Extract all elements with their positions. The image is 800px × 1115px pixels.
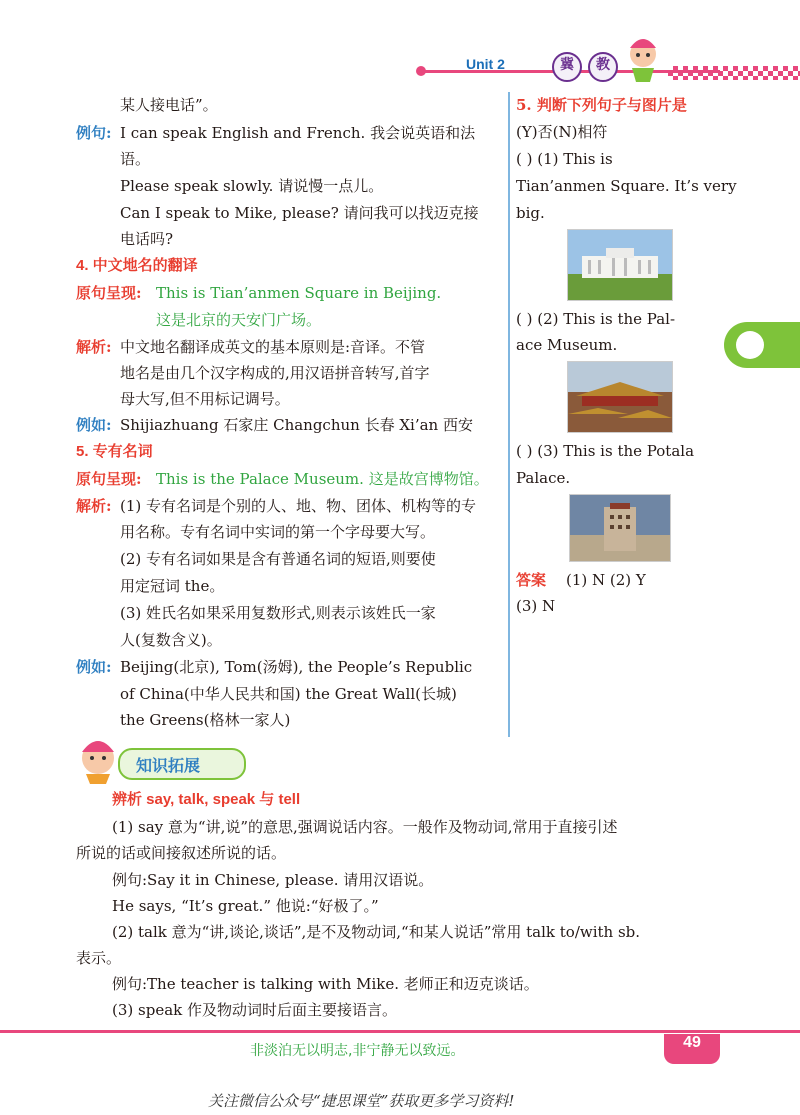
question-1-line-2: Tian’anmen Square. It’s very bbox=[516, 177, 737, 195]
header-checker-pattern bbox=[668, 66, 800, 80]
knowledge-banner-label: 知识拓展 bbox=[136, 756, 201, 775]
exercise-title: 5. 判断下列句子与图片是 bbox=[516, 96, 687, 114]
question-2: ( ) (2) This is the Pal- bbox=[516, 310, 676, 328]
answer-text: (1) N (2) Y bbox=[566, 571, 646, 589]
text-line: 用名称。专有名词中实词的第一个字母要大写。 bbox=[120, 523, 436, 541]
original-translation: 这是北京的天安门广场。 bbox=[156, 311, 322, 329]
potala-palace-photo bbox=[569, 494, 671, 562]
original-sentence: This is Tian’anmen Square in Beijing. bbox=[156, 284, 442, 302]
knowledge-text: 所说的话或间接叙述所说的话。 bbox=[76, 844, 287, 862]
text-line: 电话吗? bbox=[120, 230, 174, 248]
text-line: (3) 姓氏名如果采用复数形式,则表示该姓氏一家 bbox=[120, 604, 436, 622]
mascot-face-icon bbox=[736, 331, 764, 359]
side-tab bbox=[724, 322, 800, 368]
knowledge-text: He says, “It’s great.” 他说:“好极了。” bbox=[112, 897, 379, 915]
text-line: 地名是由几个汉字构成的,用汉语拼音转写,首字 bbox=[120, 364, 430, 382]
example-label: 例如: bbox=[76, 658, 112, 676]
text-line: I can speak English and French. 我会说英语和法 bbox=[120, 124, 476, 142]
publisher-badge-2: 教 bbox=[588, 52, 618, 82]
knowledge-banner bbox=[118, 748, 246, 780]
original-label: 原句呈现: bbox=[76, 284, 142, 302]
text-line: 语。 bbox=[120, 150, 151, 168]
knowledge-mascot-icon bbox=[76, 736, 120, 784]
original-label: 原句呈现: bbox=[76, 470, 142, 488]
text-line: 用定冠词 the。 bbox=[120, 577, 225, 595]
text-line: Can I speak to Mike, please? 请问我可以找迈克接 bbox=[120, 204, 479, 222]
text-line: 某人接电话”。 bbox=[120, 96, 218, 114]
white-house-photo bbox=[567, 229, 673, 301]
question-3-line-2: Palace. bbox=[516, 469, 571, 487]
text-line: (1) 专有名词是个别的人、地、物、团体、机构等的专 bbox=[120, 497, 477, 515]
analysis-label: 解析: bbox=[76, 338, 112, 356]
page-number: 49 bbox=[664, 1034, 720, 1064]
exercise-title-2: (Y)否(N)相符 bbox=[516, 123, 608, 141]
footer-motto: 非淡泊无以明志,非宁静无以致远。 bbox=[250, 1043, 465, 1059]
palace-museum-photo bbox=[567, 361, 673, 433]
text-line: Shijiazhuang 石家庄 Changchun 长春 Xi’an 西安 bbox=[120, 416, 473, 434]
knowledge-text: (2) talk 意为“讲,谈论,谈话”,是不及物动词,“和某人说话”常用 talk to/with sb. bbox=[112, 923, 641, 941]
text-line: 人(复数含义)。 bbox=[120, 631, 222, 649]
example-label: 例如: bbox=[76, 416, 112, 434]
text-line: of China(中华人民共和国) the Great Wall(长城) bbox=[120, 685, 457, 703]
text-line: 母大写,但不用标记调号。 bbox=[120, 390, 290, 408]
publisher-badge-1: 冀 bbox=[552, 52, 582, 82]
analysis-label: 解析: bbox=[76, 497, 112, 515]
knowledge-text: (1) say 意为“讲,说”的意思,强调说话内容。一般作及物动词,常用于直接引述 bbox=[112, 818, 618, 836]
knowledge-text: 例句:Say it in Chinese, please. 请用汉语说。 bbox=[112, 871, 434, 889]
question-1: ( ) (1) This is bbox=[516, 150, 613, 168]
question-1-line-3: big. bbox=[516, 204, 545, 222]
text-line: the Greens(格林一家人) bbox=[120, 711, 291, 729]
section-heading-4: 4. 中文地名的翻译 bbox=[76, 257, 198, 274]
text-line: 中文地名翻译成英文的基本原则是:音译。不管 bbox=[120, 338, 426, 356]
question-2-line-2: ace Museum. bbox=[516, 336, 618, 354]
section-heading-5: 5. 专有名词 bbox=[76, 443, 153, 460]
text-line: (2) 专有名词如果是含有普通名词的短语,则要使 bbox=[120, 550, 436, 568]
original-sentence: This is the Palace Museum. 这是故宫博物馆。 bbox=[156, 470, 489, 488]
footer-rule bbox=[0, 1030, 800, 1033]
knowledge-text: 例句:The teacher is talking with Mike. 老师正和迈克谈话。 bbox=[112, 975, 539, 993]
knowledge-title: 辨析 say, talk, speak 与 tell bbox=[112, 791, 301, 808]
answer-label: 答案 bbox=[516, 571, 547, 589]
text-line: Please speak slowly. 请说慢一点儿。 bbox=[120, 177, 384, 195]
example-label: 例句: bbox=[76, 124, 112, 142]
answer-text-2: (3) N bbox=[516, 597, 556, 615]
knowledge-text: (3) speak 作及物动词时后面主要接语言。 bbox=[112, 1001, 397, 1019]
handwritten-note: 关注微信公众号“捷思课堂”获取更多学习资料! bbox=[208, 1092, 515, 1110]
unit-label: Unit 2 bbox=[466, 56, 505, 72]
mascot-icon bbox=[620, 34, 666, 84]
column-divider bbox=[508, 92, 510, 737]
knowledge-text: 表示。 bbox=[76, 949, 122, 967]
text-line: Beijing(北京), Tom(汤姆), the People’s Republic bbox=[120, 658, 473, 676]
question-3: ( ) (3) This is the Potala bbox=[516, 442, 695, 460]
